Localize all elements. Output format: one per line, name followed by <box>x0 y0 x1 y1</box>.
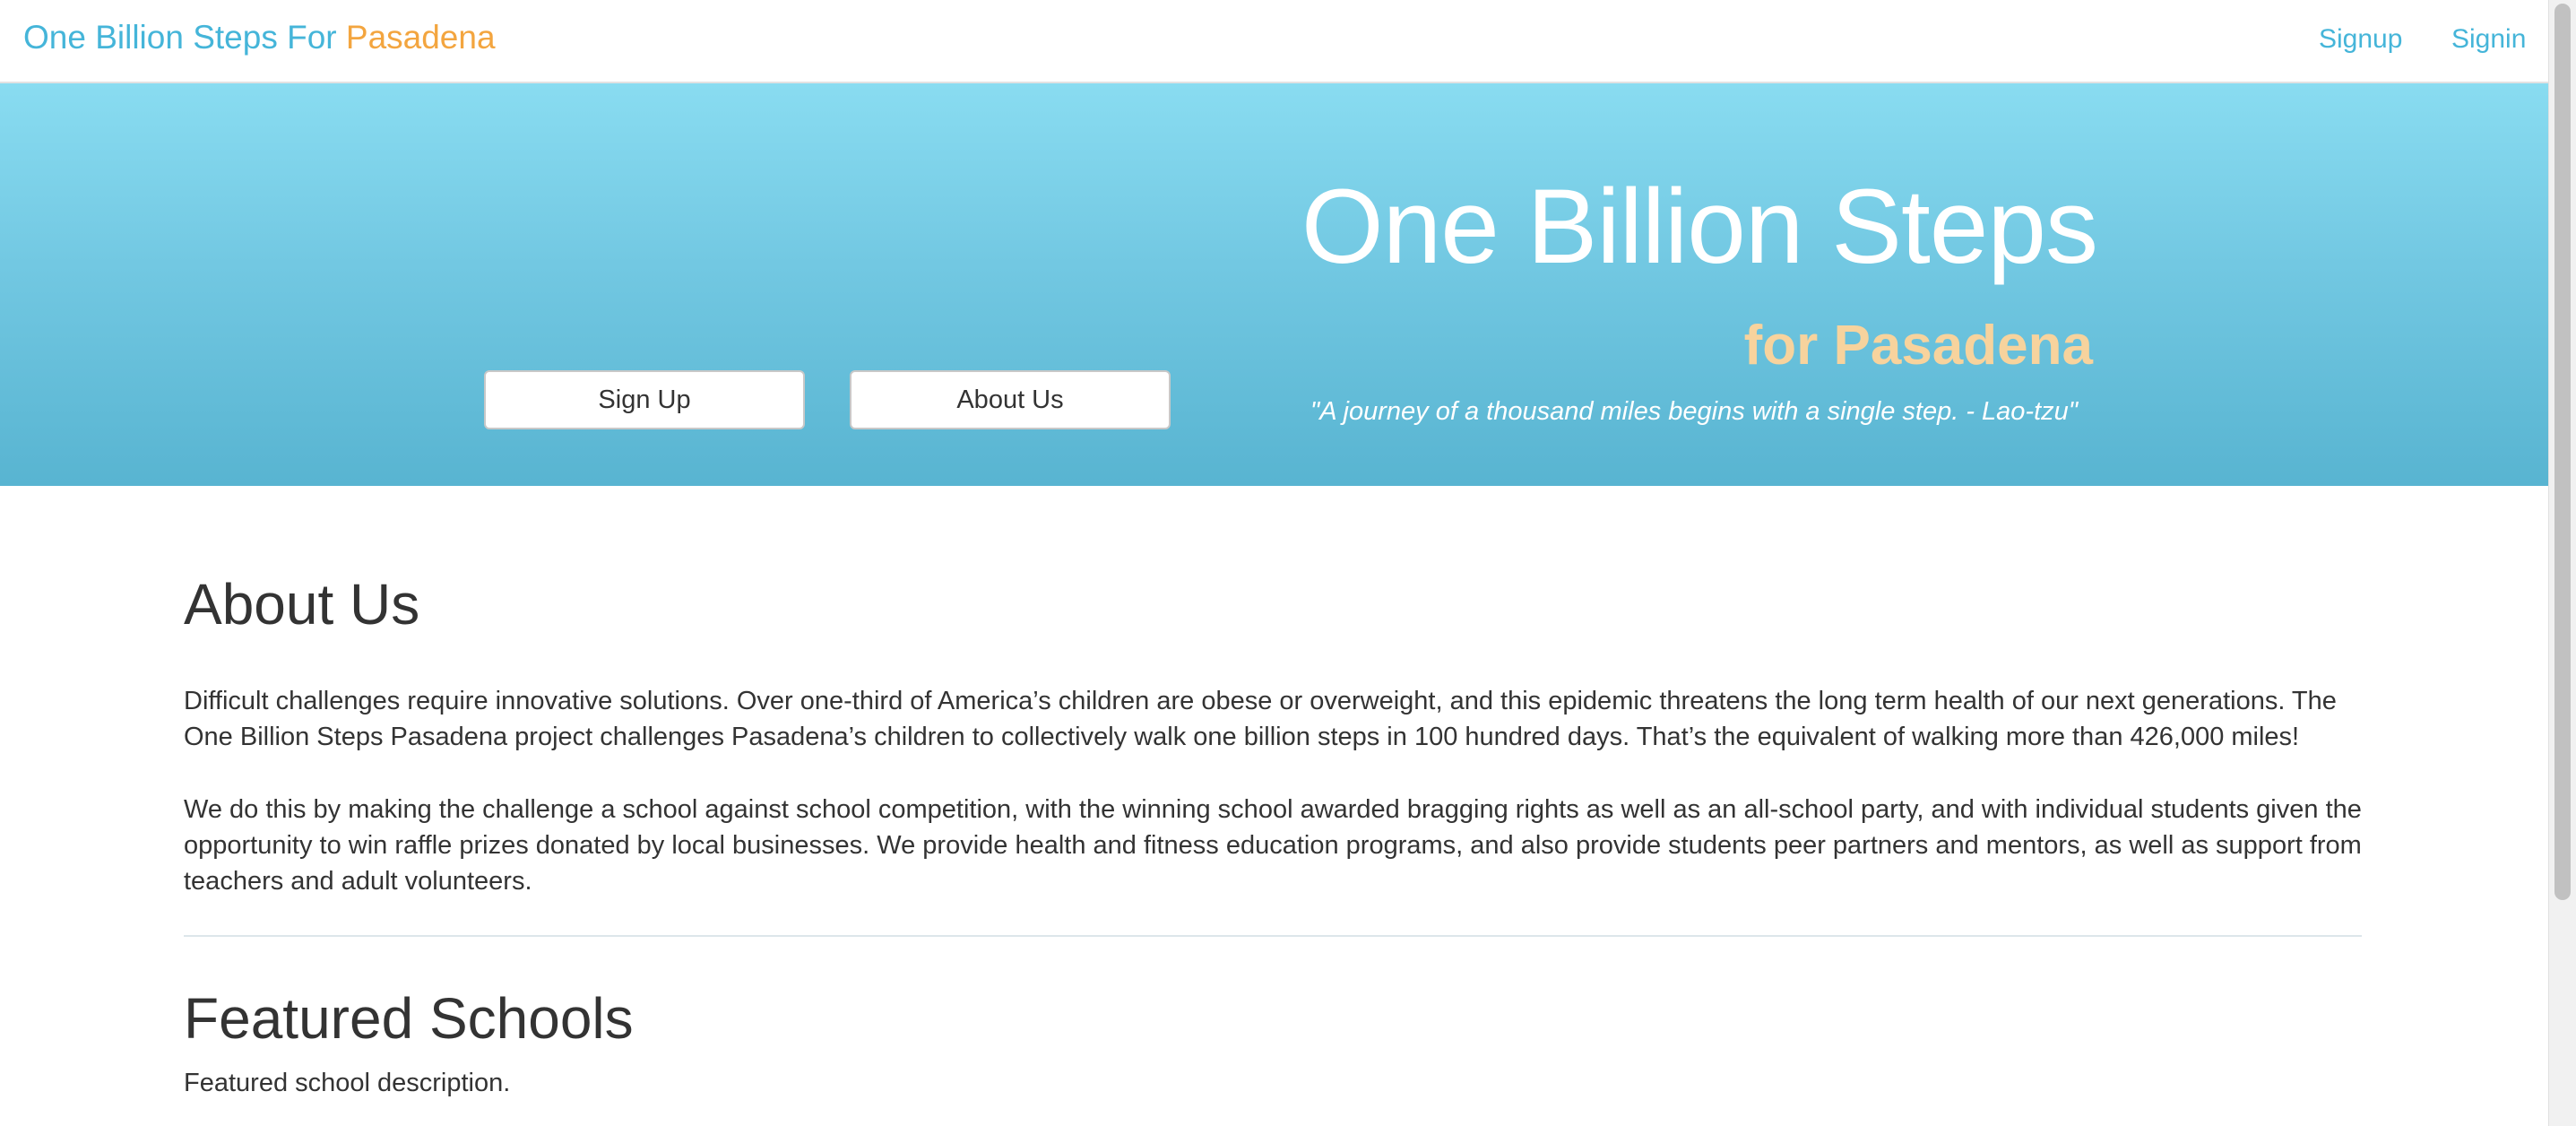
brand-text-main: One Billion Steps For <box>23 19 346 56</box>
hero-signup-button[interactable]: Sign Up <box>484 370 805 429</box>
about-paragraph-2: We do this by making the challenge a school against school competition, with the winning school awarded bragging rights as well as an all-school party, and with individual students given the opportunity to win raffle prizes donated by local businesses. We provide health and fitness education programs, and also provide students peer partners and mentors, as well as support from teachers and adult volunteers. <box>184 795 2362 896</box>
hero-title: One Billion Steps <box>1301 168 2097 286</box>
brand-text-city: Pasadena <box>345 19 496 56</box>
featured-schools-heading: Featured Schools <box>184 986 634 1051</box>
hero-about-button[interactable]: About Us <box>850 370 1171 429</box>
about-heading: About Us <box>184 572 420 637</box>
about-paragraph-1: Difficult challenges require innovative solutions. Over one-third of America’s children are obese or overweight, and this epidemic threatens the long term health of our next generations. The One Billion Steps Pasadena project challenges Pasadena’s children to collectively walk one billion steps in 100 hundred days. That’s the equivalent of walking more than 426,000 miles! <box>184 687 2337 751</box>
hero-quote: "A journey of a thousand miles begins with a single step. - Lao-tzu" <box>1310 397 2079 426</box>
nav-signup-link[interactable]: Signup <box>2319 24 2403 54</box>
navbar <box>0 0 2548 83</box>
vertical-scrollbar[interactable] <box>2548 0 2576 1126</box>
nav-signin-link[interactable]: Signin <box>2451 24 2527 54</box>
hero-banner <box>0 83 2548 486</box>
brand-link[interactable] <box>23 18 496 57</box>
hero-subtitle: for Pasadena <box>1743 315 2093 377</box>
featured-schools-description: Featured school description. <box>184 1069 511 1097</box>
scrollbar-thumb[interactable] <box>2554 4 2571 900</box>
section-divider <box>184 935 2362 937</box>
